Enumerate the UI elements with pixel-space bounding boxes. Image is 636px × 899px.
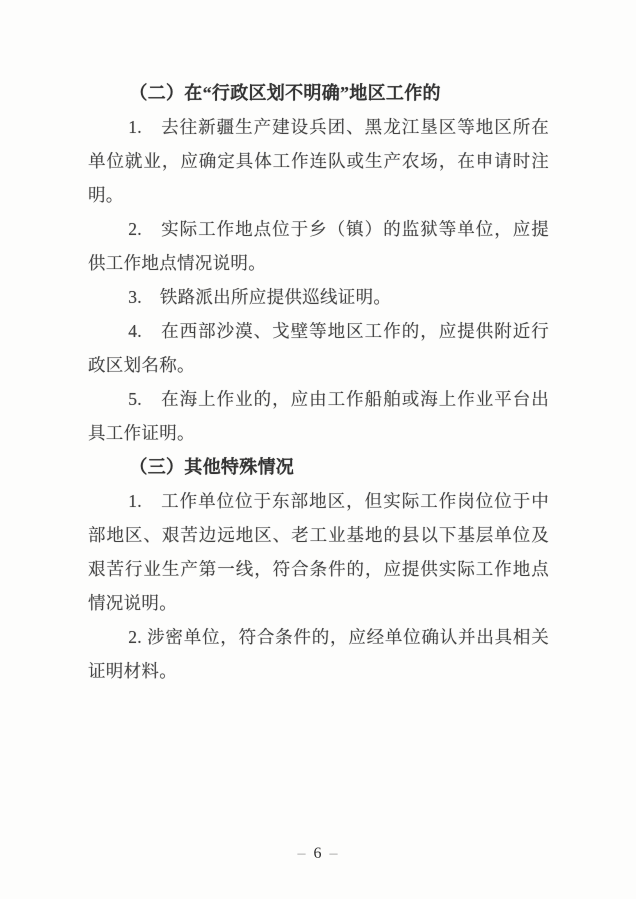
paragraph-item-2: 2. 实际工作地点位于乡（镇）的监狱等单位，应提供工作地点情况说明。 (88, 219, 549, 273)
section-heading-administrative-unclear: （二）在“行政区划不明确”地区工作的 (129, 83, 441, 103)
page-footer (0, 845, 636, 863)
paragraph-other-item-2: 2. 涉密单位，符合条件的，应经单位确认并出具相关证明材料。 (88, 627, 549, 681)
paragraph-item-3: 3. 铁路派出所应提供巡线证明。 (128, 287, 392, 307)
paragraph-other-item-1: 1. 工作单位位于东部地区，但实际工作岗位位于中部地区、艰苦边远地区、老工业基地的县以下基层单位及艰苦行业生产第一线，符合条件的，应提供实际工作地点情况说明。 (88, 491, 549, 613)
paragraph-item-4: 4. 在西部沙漠、戈壁等地区工作的，应提供附近行政区划名称。 (88, 321, 549, 375)
paragraph-item-1: 1. 去往新疆生产建设兵团、黑龙江垦区等地区所在单位就业，应确定具体工作连队或生产农场，在申请时注明。 (88, 117, 549, 205)
paragraph-item-5: 5. 在海上作业的，应由工作船舶或海上作业平台出具工作证明。 (88, 389, 549, 443)
document-body (88, 76, 549, 688)
page-number: 6 (313, 845, 323, 862)
section-heading-other-special-cases: （三）其他特殊情况 (129, 457, 295, 477)
footer-dash-right: – (329, 845, 339, 862)
footer-dash-left: – (297, 845, 307, 862)
